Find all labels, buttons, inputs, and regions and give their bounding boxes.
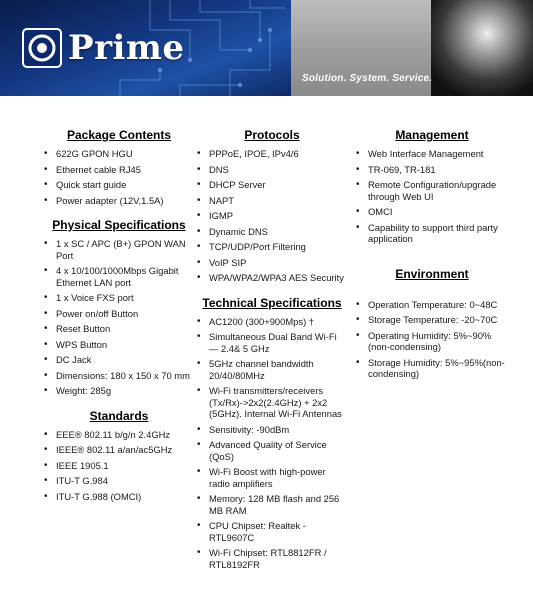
list-item: • 4 x 10/100/1000Mbps Gigabit Ethernet LAN port bbox=[44, 265, 194, 288]
list-item: • OMCI bbox=[356, 206, 508, 218]
list-package-contents bbox=[44, 148, 194, 206]
list-item: • PPPoE, IPOE, IPv4/6 bbox=[197, 148, 347, 160]
list-item: • DC Jack bbox=[44, 354, 194, 366]
list-item: • Storage Humidity: 5%~95%(non-condensing) bbox=[356, 357, 508, 380]
list-item: • Power on/off Button bbox=[44, 308, 194, 320]
list-item: • Advanced Quality of Service (QoS) bbox=[197, 439, 347, 462]
list-item: • ITU-T G.984 bbox=[44, 475, 194, 487]
list-item: • Storage Temperature: -20~70C bbox=[356, 314, 508, 326]
list-protocols bbox=[197, 148, 347, 284]
list-item: • Wi-Fi Chipset: RTL8812FR / RTL8192FR bbox=[197, 547, 347, 570]
list-item: • Power adapter (12V,1.5A) bbox=[44, 195, 194, 207]
column-middle bbox=[197, 128, 347, 574]
list-item: • Simultaneous Dual Band Wi-Fi — 2.4& 5 GHz bbox=[197, 331, 347, 354]
heading-physical-specifications: Physical Specifications bbox=[52, 218, 186, 232]
list-item: • Capability to support third party application bbox=[356, 222, 508, 245]
heading-protocols: Protocols bbox=[244, 128, 300, 142]
heading-package-contents: Package Contents bbox=[66, 128, 172, 142]
list-item: • Ethernet cable RJ45 bbox=[44, 164, 194, 176]
list-item: • 1 x SC / APC (B+) GPON WAN Port bbox=[44, 238, 194, 261]
list-item: • DNS bbox=[197, 164, 347, 176]
list-item: • Reset Button bbox=[44, 323, 194, 335]
list-item: • NAPT bbox=[197, 195, 347, 207]
list-item: • Operation Temperature: 0~48C bbox=[356, 299, 508, 311]
list-item: • Remote Configuration/upgrade through Web UI bbox=[356, 179, 508, 202]
brand-logo bbox=[22, 26, 185, 70]
list-item: • Memory: 128 MB flash and 256 MB RAM bbox=[197, 493, 347, 516]
list-standards bbox=[44, 429, 194, 503]
list-environment bbox=[356, 299, 508, 380]
column-left bbox=[44, 128, 194, 506]
list-item: • Dynamic DNS bbox=[197, 226, 347, 238]
list-item: • 5GHz channel bandwidth 20/40/80MHz bbox=[197, 358, 347, 381]
heading-standards: Standards bbox=[89, 408, 149, 423]
list-item: • VoIP SIP bbox=[197, 257, 347, 269]
list-item: • Wi-Fi Boost with high-power radio amplifiers bbox=[197, 466, 347, 489]
list-item: • EEE® 802.11 b/g/n 2.4GHz bbox=[44, 429, 194, 441]
column-right bbox=[356, 128, 508, 384]
heading-technical-specifications: Technical Specifications bbox=[202, 295, 342, 310]
brand-name: Prime bbox=[68, 28, 185, 68]
list-item: • 1 x Voice FXS port bbox=[44, 292, 194, 304]
list-item: • 622G GPON HGU bbox=[44, 148, 194, 160]
list-item: • AC1200 (300+900Mps) † bbox=[197, 316, 347, 328]
list-item: • WPS Button bbox=[44, 339, 194, 351]
list-item: • DHCP Server bbox=[197, 179, 347, 191]
list-physical-specifications bbox=[44, 238, 194, 397]
list-item: • Quick start guide bbox=[44, 179, 194, 191]
list-item: • IEEE 1905.1 bbox=[44, 460, 194, 472]
banner-photo-panel bbox=[431, 0, 533, 96]
list-item: • TCP/UDP/Port Filtering bbox=[197, 241, 347, 253]
list-item: • Wi-Fi transmitters/receivers (Tx/Rx)->2x2(2.4GHz) + 2x2 (5GHz). Internal Wi-Fi Antennas bbox=[197, 385, 347, 420]
list-item: • Dimensions: 180 x 150 x 70 mm bbox=[44, 370, 194, 382]
list-technical-specifications bbox=[197, 316, 347, 571]
list-management bbox=[356, 148, 508, 245]
list-item: • IEEE® 802.11 a/an/ac5GHz bbox=[44, 444, 194, 456]
header-banner bbox=[0, 0, 533, 96]
heading-environment: Environment bbox=[395, 266, 469, 281]
list-item: • Sensitivity: -90dBm bbox=[197, 424, 347, 436]
list-item: • ITU-T G.988 (OMCI) bbox=[44, 491, 194, 503]
list-item: • CPU Chipset: Realtek -RTL9607C bbox=[197, 520, 347, 543]
list-item: • IGMP bbox=[197, 210, 347, 222]
list-item: • WPA/WPA2/WPA3 AES Security bbox=[197, 272, 347, 284]
list-item: • Web Interface Management bbox=[356, 148, 508, 160]
list-item: • Weight: 285g bbox=[44, 385, 194, 397]
list-item: • TR-069, TR-181 bbox=[356, 164, 508, 176]
tagline: Solution. System. Service. bbox=[302, 73, 433, 84]
prime-logo-icon bbox=[22, 28, 62, 68]
heading-management: Management bbox=[395, 128, 469, 142]
list-item: • Operating Humidity: 5%~90%(non-condensing) bbox=[356, 330, 508, 353]
